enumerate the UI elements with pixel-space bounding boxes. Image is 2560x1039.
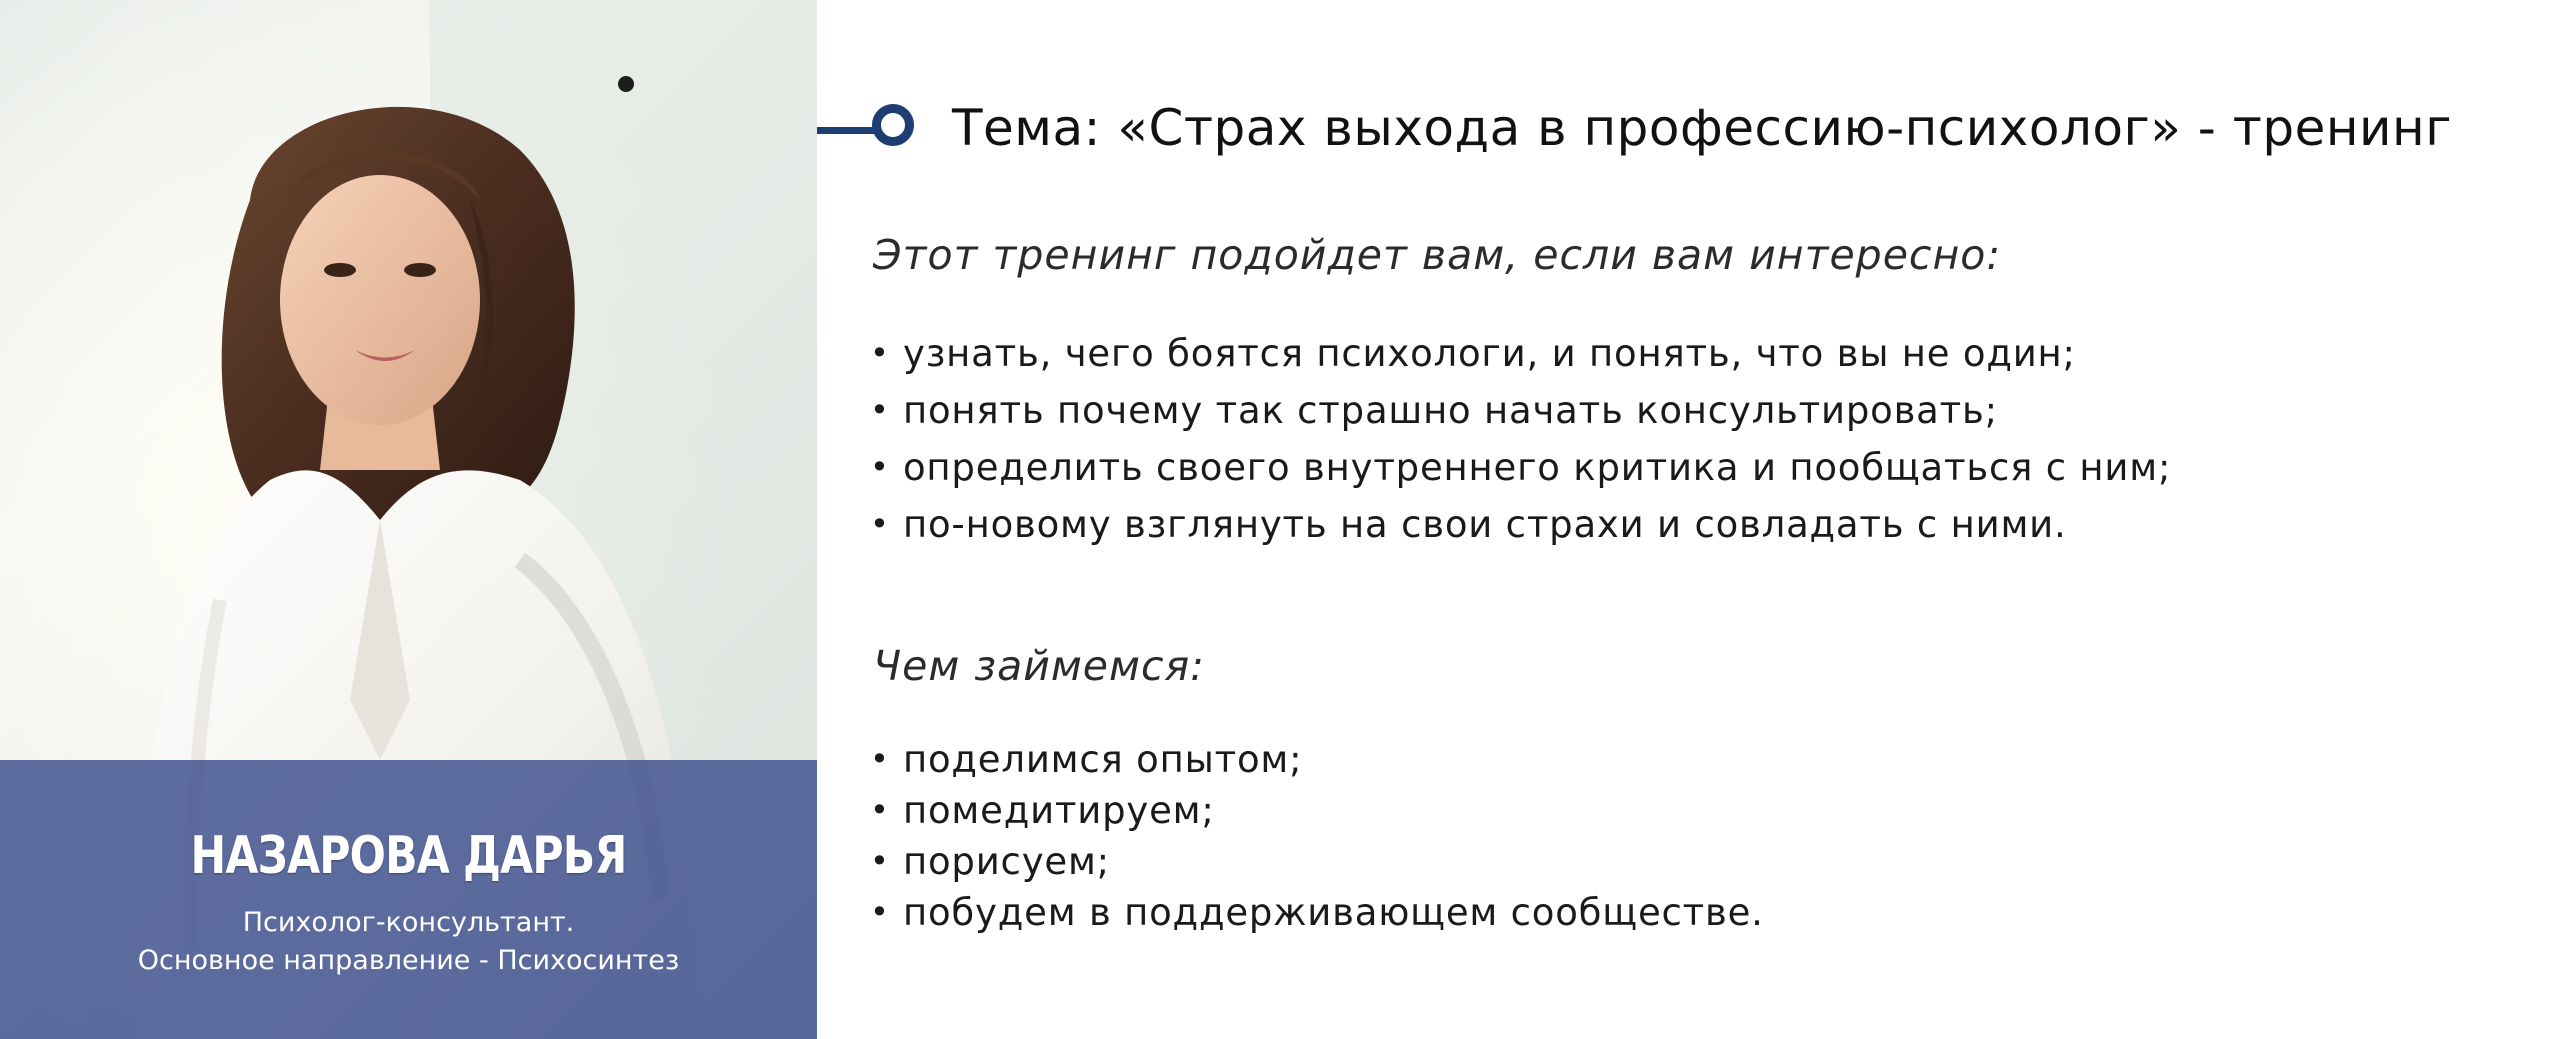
list-item-text: узнать, чего боятся психологи, и понять, что вы не один; [903,332,2076,375]
page-title: Тема: «Страх выхода в профессию-психолог» - тренинг [952,99,2452,157]
name-banner [0,760,817,1039]
bullet-icon: • [870,791,890,829]
bullet-icon: • [870,448,890,486]
bullet-icon: • [870,391,890,429]
section-heading-audience: Этот тренинг подойдет вам, если вам интересно: [873,231,2002,279]
list-item [870,836,1764,887]
list-item-text: понять почему так страшно начать консультировать; [903,389,1998,432]
title-accent-circle-icon [872,104,914,146]
list-item [870,382,2171,439]
bullet-icon: • [870,842,890,880]
list-item-text: определить своего внутреннего критика и пообщаться с ним; [903,446,2172,489]
bullet-icon: • [870,893,890,931]
person-role [0,904,817,980]
role-line-1: Психолог-консультант. [242,907,575,938]
list-item-text: побудем в поддерживающем сообществе. [903,891,1764,934]
list-item-text: поделимся опытом; [903,738,1303,781]
section-heading-activities: Чем займемся: [873,642,1205,690]
list-item [870,325,2171,382]
bullet-icon: • [870,334,890,372]
bullet-icon: • [870,740,890,778]
audience-list [870,325,2171,553]
list-item [870,496,2171,553]
list-item [870,734,1764,785]
role-line-2: Основное направление - Психосинтез [137,945,680,976]
list-item [870,439,2171,496]
activities-list [870,734,1764,938]
list-item-text: помедитируем; [903,789,1215,832]
list-item [870,887,1764,938]
bullet-icon: • [870,505,890,543]
portrait-photo [0,0,817,1039]
person-name: НАЗАРОВА ДАРЬЯ [190,826,627,886]
list-item-text: по-новому взглянуть на свои страхи и совладать с ними. [903,503,2067,546]
list-item [870,785,1764,836]
list-item-text: порисуем; [903,840,1110,883]
